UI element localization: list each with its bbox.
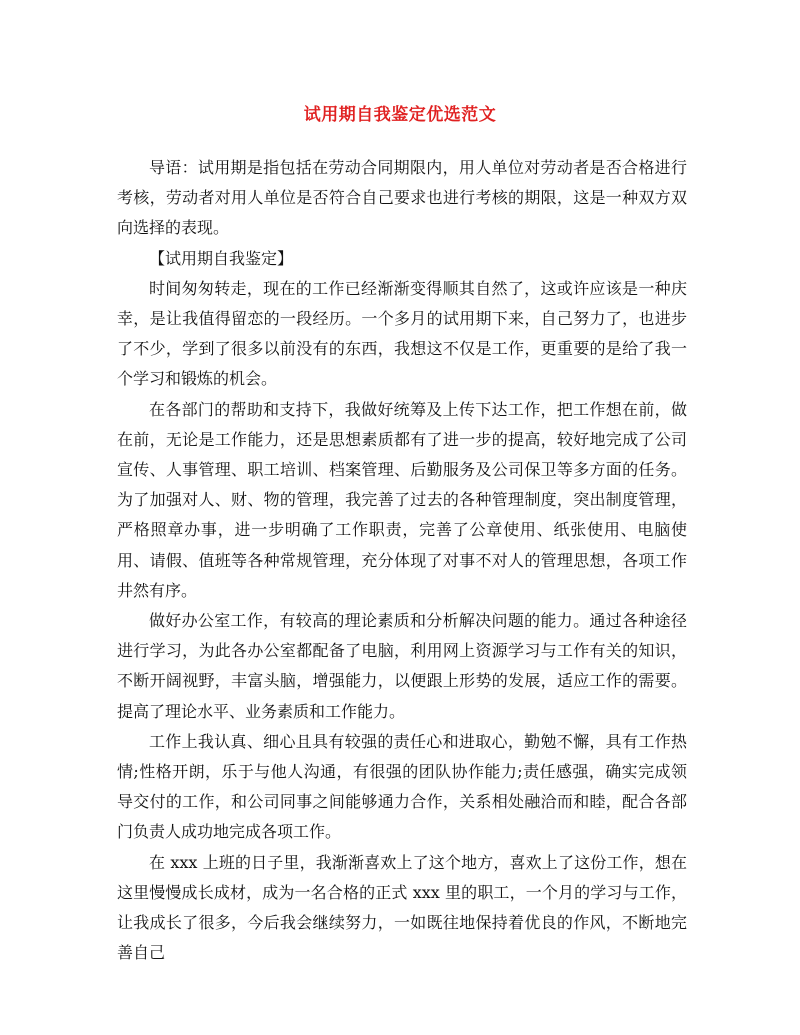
body-paragraph: 在各部门的帮助和支持下，我做好统筹及上传下达工作，把工作想在前，做在前，无论是工作能力，还是思想素质都有了进一步的提高，较好地完成了公司宣传、人事管理、职工培训、档案管理、后勤服务及公司保卫等多方面的任务。为了加强对人、财、物的管理，我完善了过去的各种管理制度，突出制度管理，严格照章办事，进一步明确了工作职责，完善了公章使用、纸张使用、电脑使用、请假、值班等各种常规管理，充分体现了对事不对人的管理思想，各项工作井然有序。 (117, 399, 687, 600)
body-paragraph: 工作上我认真、细心且具有较强的责任心和进取心，勤勉不懈，具有工作热情;性格开朗，乐于与他人沟通，有很强的团队协作能力;责任感强，确实完成领导交付的工作，和公司同事之间能够通力合作，关系相处融洽而和睦，配合各部门负责人成功地完成各项工作。 (117, 731, 687, 842)
body-paragraph: 在 xxx 上班的日子里，我渐渐喜欢上了这个地方，喜欢上了这份工作，想在这里慢慢成长成材，成为一名合格的正式 xxx 里的职工，一个月的学习与工作，让我成长了很多，今后我会继续努力，一如既往地保持着优良的作风，不断地完善自己 (117, 852, 687, 963)
document-title: 试用期自我鉴定优选范文 (303, 105, 497, 125)
body-paragraph: 时间匆匆转走，现在的工作已经渐渐变得顺其自然了，这或许应该是一种庆幸，是让我值得留恋的一段经历。一个多月的试用期下来，自己努力了，也进步了不少，学到了很多以前没有的东西，我想这不仅是工作，更重要的是给了我一个学习和锻炼的机会。 (117, 278, 687, 389)
intro-paragraph: 导语：试用期是指包括在劳动合同期限内，用人单位对劳动者是否合格进行考核，劳动者对用人单位是否符合自己要求也进行考核的期限，这是一种双方双向选择的表现。 (117, 158, 687, 238)
document-body (117, 153, 687, 968)
body-paragraph: 做好办公室工作，有较高的理论素质和分析解决问题的能力。通过各种途径进行学习，为此各办公室都配备了电脑，利用网上资源学习与工作有关的知识，不断开阔视野，丰富头脑，增强能力，以便跟上形势的发展，适应工作的需要。提高了理论水平、业务素质和工作能力。 (117, 611, 687, 721)
section-heading: 【试用期自我鉴定】 (149, 248, 294, 268)
